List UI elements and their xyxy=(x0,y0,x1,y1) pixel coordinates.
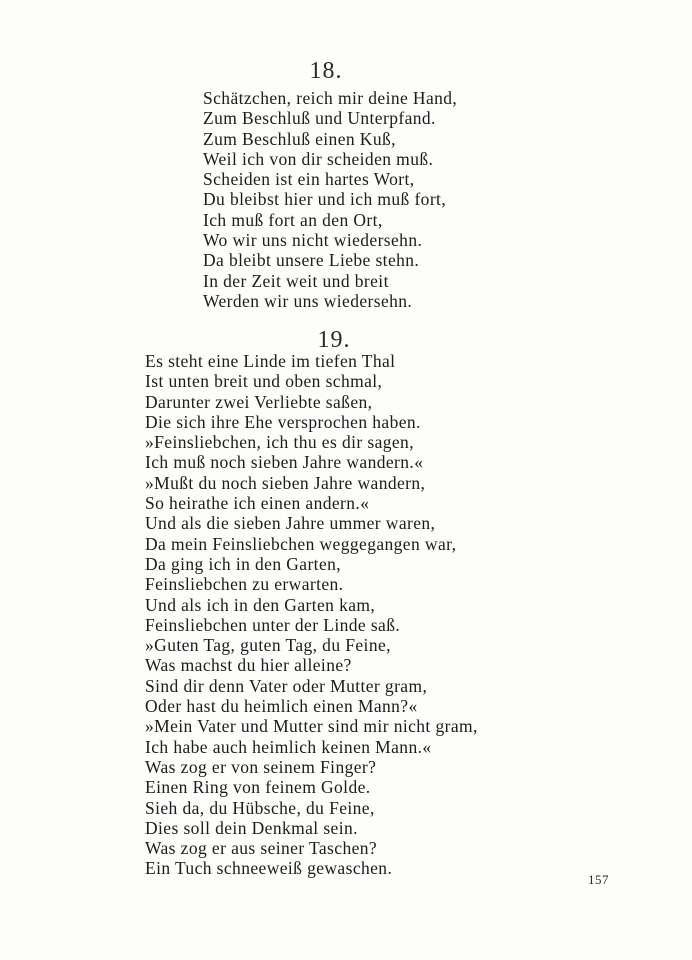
verse-line: Und als ich in den Garten kam, xyxy=(145,594,376,615)
verse-line: Was machst du hier alleine? xyxy=(145,655,352,676)
verse-line: Zum Beschluß einen Kuß, xyxy=(203,128,396,149)
verse-line: Da mein Feinsliebchen weggegangen war, xyxy=(145,533,457,554)
verse-line: Was zog er von seinem Finger? xyxy=(145,756,377,777)
verse-line: Du bleibst hier und ich muß fort, xyxy=(203,189,447,210)
verse-line: Weil ich von dir scheiden muß. xyxy=(203,148,434,169)
verse-line: »Feinsliebchen, ich thu es dir sagen, xyxy=(145,432,414,453)
verse-line: Ist unten breit und oben schmal, xyxy=(145,371,383,392)
verse-line: Feinsliebchen zu erwarten. xyxy=(145,574,344,595)
verse-line: Sind dir denn Vater oder Mutter gram, xyxy=(145,675,428,696)
verse-line: »Mein Vater und Mutter sind mir nicht gram, xyxy=(145,716,478,737)
verse-line: Ich muß fort an den Ort, xyxy=(203,209,383,230)
verse-line: Es steht eine Linde im tiefen Thal xyxy=(145,351,396,371)
verse-line: Werden wir uns wiedersehn. xyxy=(203,290,413,311)
verse-line: Feinsliebchen unter der Linde saß. xyxy=(145,614,401,635)
verse-line: Wo wir uns nicht wiedersehn. xyxy=(203,230,423,251)
verse-line: »Mußt du noch sieben Jahre wandern, xyxy=(145,472,426,493)
poem-number: 18. xyxy=(309,58,343,84)
verse-line: So heirathe ich einen andern.« xyxy=(145,493,370,514)
verse-line: Dies soll dein Denkmal sein. xyxy=(145,817,358,838)
verse-line: Sieh da, du Hübsche, du Feine, xyxy=(145,797,375,818)
poem-number: 19. xyxy=(317,327,351,353)
verse-line: Ich habe auch heimlich keinen Mann.« xyxy=(145,736,432,757)
verse-line: Die sich ihre Ehe versprochen haben. xyxy=(145,411,421,432)
verse-line: Einen Ring von feinem Golde. xyxy=(145,777,371,798)
verse-line: Was zog er aus seiner Taschen? xyxy=(145,838,378,859)
verse-line: Zum Beschluß und Unterpfand. xyxy=(203,108,436,129)
verse-line: Darunter zwei Verliebte saßen, xyxy=(145,391,373,412)
verse-line: »Guten Tag, guten Tag, du Feine, xyxy=(145,635,391,656)
page-number: 157 xyxy=(588,872,609,887)
verse-line: Scheiden ist ein hartes Wort, xyxy=(203,169,415,190)
verse-line: Da bleibt unsere Liebe stehn. xyxy=(203,250,420,271)
verse-line: Schätzchen, reich mir deine Hand, xyxy=(203,88,458,108)
poem-lines xyxy=(145,351,478,879)
verse-line: Und als die sieben Jahre ummer waren, xyxy=(145,513,436,534)
verse-line: Oder hast du heimlich einen Mann?« xyxy=(145,696,418,717)
verse-line: In der Zeit weit und breit xyxy=(203,270,389,291)
verse-line: Da ging ich in den Garten, xyxy=(145,553,342,574)
verse-line: Ein Tuch schneeweiß gewaschen. xyxy=(145,858,393,879)
poem-lines xyxy=(203,88,457,311)
verse-line: Ich muß noch sieben Jahre wandern.« xyxy=(145,452,424,473)
